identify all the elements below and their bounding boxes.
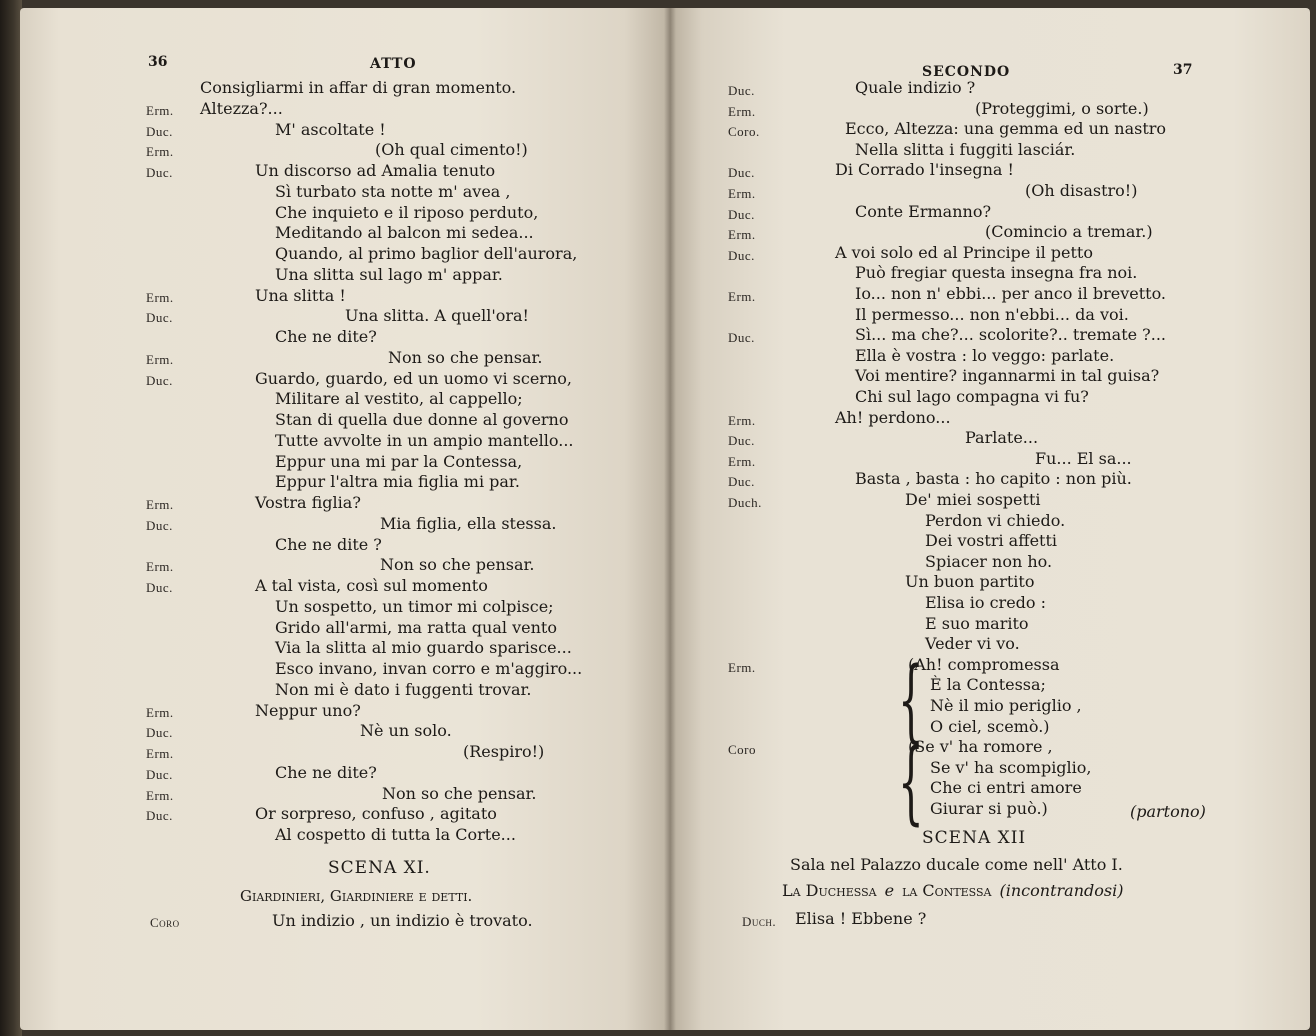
verse-line: Militare al vestito, al cappello; [275, 389, 523, 409]
verse-line: Elisa ! Ebbene ? [795, 909, 927, 928]
speaker-label: Erm. [146, 497, 174, 512]
verse-line: È la Contessa; [930, 675, 1046, 695]
verse-line: Vostra figlia? [255, 493, 361, 512]
verse-line: Nella slitta i fuggiti lasciár. [855, 139, 1076, 159]
verse-line: Consigliarmi in affar di gran momento. [200, 78, 517, 97]
bracket: { [898, 648, 924, 753]
verse-line: Mia figlia, ella stessa. [380, 513, 557, 533]
cast-contessa: la Contessa [902, 881, 992, 900]
verse-line: (Respiro!) [463, 742, 545, 761]
verse-line: Nè un solo. [360, 721, 452, 741]
verse-line: Nè il mio periglio , [930, 696, 1082, 715]
cast-conjunction: e [884, 881, 895, 900]
verse-line: Non mi è dato i fuggenti trovar. [275, 679, 532, 699]
speaker-label: Duc. [146, 123, 173, 139]
verse-line: Che ci entri amore [930, 778, 1082, 798]
speaker-label: Erm. [146, 144, 174, 160]
verse-line: Basta , basta : ho capito : non più. [855, 469, 1132, 489]
scene-title: SCENA XI. [328, 858, 431, 878]
speaker-label: Duc. [146, 517, 173, 533]
speaker-label: Erm. [146, 559, 174, 575]
verse-line: Che ne dite? [275, 327, 377, 346]
verse-line: Voi mentire? ingannarmi in tal guisa? [855, 366, 1160, 386]
speaker-label: Duc. [146, 165, 173, 180]
page-number: 36 [148, 54, 168, 70]
verse-line: Meditando al balcon mi sedea... [275, 223, 534, 243]
verse-line: Io... non n' ebbi... per anco il brevetto. [855, 284, 1166, 303]
verse-line: Elisa io credo : [925, 593, 1047, 612]
right-page [670, 8, 1310, 1030]
verse-line: Conte Ermanno? [855, 201, 992, 221]
page-number: 37 [1173, 62, 1193, 78]
verse-line: Che ne dite ? [275, 534, 382, 554]
speaker-label: Duc. [728, 330, 755, 346]
scene-cast: Giardinieri, Giardiniere e detti. [240, 887, 473, 905]
speaker-label: Coro. [728, 124, 760, 140]
verse-line: Giurar si può.) [930, 799, 1048, 818]
stage-direction: (partono) [1130, 802, 1206, 821]
verse-line: Stan di quella due donne al governo [275, 410, 569, 429]
speaker-label: Erm. [146, 746, 174, 761]
speaker-label: Erm. [728, 412, 756, 428]
verse-line: Esco invano, invan corro e m'aggiro... [275, 659, 583, 678]
verse-line: Sì turbato sta notte m' avea , [275, 181, 511, 201]
verse-line: (Oh disastro!) [1025, 181, 1138, 200]
scene-title: SCENA XII [922, 828, 1027, 848]
speaker-label: Erm. [728, 103, 756, 119]
verse-line: Eppur l'altra mia figlia mi par. [275, 472, 520, 492]
verse-line: Di Corrado l'insegna ! [835, 160, 1014, 180]
verse-line: Perdon vi chiedo. [925, 510, 1066, 530]
verse-line: Veder vi vo. [925, 634, 1020, 654]
verse-line: Spiacer non ho. [925, 551, 1053, 571]
verse-line: Sì... ma che?... scolorite?.. tremate ?... [855, 325, 1167, 345]
speaker-label: Duc. [146, 725, 173, 741]
verse-line: Grido all'armi, ma ratta qual vento [275, 617, 557, 637]
verse-line: E suo marito [925, 613, 1029, 633]
verse-line: Or sorpreso, confuso , agitato [255, 804, 497, 824]
verse-line: Un sospetto, un timor mi colpisce; [275, 596, 554, 616]
verse-line: A voi solo ed al Principe il petto [835, 242, 1093, 262]
speaker-label: Duc. [146, 766, 173, 782]
verse-line: Il permesso... non n'ebbi... da voi. [855, 304, 1129, 324]
verse-line: Neppur uno? [255, 700, 361, 720]
book-spine-edge [0, 0, 22, 1036]
verse-line: Tutte avvolte in un ampio mantello... [275, 430, 574, 450]
verse-line: Dei vostri affetti [925, 531, 1058, 551]
verse-line: Chi sul lago compagna vi fu? [855, 387, 1089, 406]
verse-line: Ecco, Altezza: una gemma ed un nastro [845, 119, 1167, 139]
verse-line: Parlate... [965, 428, 1039, 448]
speaker-label: Erm. [728, 186, 756, 201]
speaker-label: Coro [728, 742, 756, 758]
verse-line: M' ascoltate ! [275, 119, 386, 139]
verse-line: De' miei sospetti [905, 490, 1041, 509]
verse-line: Non so che pensar. [388, 347, 543, 367]
verse-line: Può fregiar questa insegna fra noi. [855, 263, 1138, 283]
running-head: ATTO [370, 56, 417, 72]
speaker-label: Duc. [146, 310, 173, 326]
speaker-label: Duc. [146, 580, 173, 595]
scene-cast [782, 881, 1131, 901]
speaker-label: Duc. [728, 206, 755, 222]
book-gutter [664, 8, 676, 1030]
speaker-label: Duc. [146, 808, 173, 824]
verse-line: Ella è vostra : lo veggo: parlate. [855, 345, 1115, 365]
verse-line: Altezza?... [200, 98, 283, 118]
verse-line: Non so che pensar. [380, 555, 535, 575]
speaker-label: Erm. [728, 227, 756, 243]
verse-line: Quando, al primo baglior dell'aurora, [275, 244, 578, 263]
speaker-label: Erm. [146, 351, 174, 367]
running-head: SECONDO [922, 64, 1011, 80]
verse-line: Una slitta ! [255, 285, 346, 305]
speaker-label: Erm. [728, 659, 756, 675]
speaker-label: Erm. [146, 704, 174, 720]
verse-line: (Oh qual cimento!) [375, 140, 528, 160]
verse-line: Una slitta sul lago m' appar. [275, 264, 503, 284]
scene-setting: Sala nel Palazzo ducale come nell' Atto I. [790, 855, 1123, 874]
verse-line: Al cospetto di tutta la Corte... [275, 825, 516, 844]
verse-line: Se v' ha scompiglio, [930, 757, 1092, 777]
verse-line: O ciel, scemò.) [930, 716, 1050, 736]
speaker-label: Duc. [728, 247, 755, 263]
verse-line: Che inquieto e il riposo perduto, [275, 202, 539, 222]
verse-line: Quale indizio ? [855, 78, 976, 97]
speaker-label: Erm. [728, 453, 756, 469]
speaker-label: Erm. [146, 102, 174, 118]
verse-line: (Comincio a tremar.) [985, 222, 1153, 242]
speaker-label: Erm. [146, 787, 174, 803]
speaker-label: Coro [150, 915, 180, 930]
verse-line: (Se v' ha romore , [908, 737, 1053, 757]
speaker-label: Duc. [728, 433, 755, 449]
left-page [20, 8, 670, 1030]
cast-direction: (incontrandosi) [999, 881, 1124, 900]
verse-line: Un buon partito [905, 572, 1035, 592]
verse-line: Non so che pensar. [382, 783, 537, 803]
bracket: { [898, 730, 924, 835]
speaker-label: Duc. [728, 165, 755, 181]
speaker-label: Duc. [728, 83, 755, 98]
verse-line: (Ah! compromessa [908, 654, 1060, 674]
verse-line: Una slitta. A quell'ora! [345, 306, 529, 326]
speaker-label: Duc. [146, 372, 173, 388]
verse-line: Fu... El sa... [1035, 448, 1132, 468]
speaker-label: Erm. [146, 289, 174, 305]
verse-line: Ah! perdono... [835, 407, 951, 427]
verse-line: Che ne dite? [275, 762, 377, 782]
verse-line: Un discorso ad Amalia tenuto [255, 161, 496, 180]
speaker-label: Duch. [728, 495, 762, 510]
cast-duchessa: La Duchessa [782, 881, 877, 900]
speaker-label: Duc. [728, 474, 755, 490]
speaker-label: Duch. [742, 914, 777, 929]
verse-line: (Proteggimi, o sorte.) [975, 98, 1149, 118]
verse-line: Guardo, guardo, ed un uomo vi scerno, [255, 368, 572, 388]
verse-line: Un indizio , un indizio è trovato. [272, 911, 533, 930]
verse-line: A tal vista, così sul momento [255, 576, 488, 595]
verse-line: Eppur una mi par la Contessa, [275, 451, 523, 471]
speaker-label: Erm. [728, 289, 756, 304]
verse-line: Via la slitta al mio guardo sparisce... [275, 638, 572, 658]
